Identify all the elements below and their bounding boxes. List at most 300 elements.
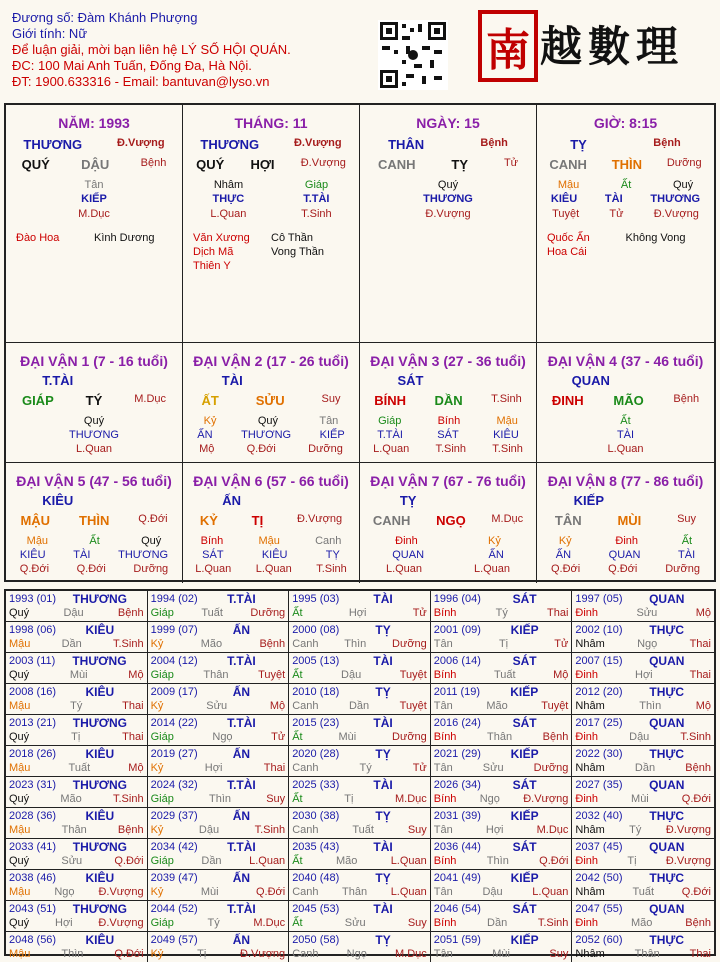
pillar-god: THƯƠNG [200,137,260,152]
year-branch: Thìn [61,948,84,960]
year-branch: Tý [495,607,508,619]
year-god: TÀI [373,840,393,854]
year-bottom [575,699,711,713]
year-label: 2041 (49) [433,872,481,884]
dv-hstate: L.Quan [195,563,232,575]
dv-hgod: KIÊU [19,549,46,561]
year-stem: Mậu [9,886,31,898]
pillar-god-row [183,137,359,152]
year-stage: Q.Đới [114,948,144,960]
year-god: T.TÀI [227,840,256,854]
dai-van-title: ĐẠI VẬN 8 (77 - 86 tuổi) [547,473,704,489]
hidden-row [183,179,359,191]
year-god: THƯƠNG [72,716,127,730]
year-cell [572,932,714,962]
year-god: T.TÀI [227,902,256,916]
year-bottom [292,792,427,806]
dv-god-row [183,493,359,508]
year-stem: Mậu [9,638,31,650]
year-label: 2052 (60) [575,934,623,946]
year-cell [431,591,573,622]
year-bottom [575,854,711,868]
year-top [151,592,286,606]
year-bottom [9,606,144,620]
year-god: TÀI [373,716,393,730]
year-bottom [575,885,711,899]
pillar-stage: Đ.Vượng [300,157,346,169]
hidden-state: L.Quan [210,208,247,220]
year-top [575,902,711,916]
year-cell [6,591,148,622]
year-stage: Đ.Vượng [665,824,711,836]
year-top [9,778,144,792]
address: ĐC: 100 Mai Anh Tuấn, Đống Đa, Hà Nội. [12,58,252,73]
year-top [151,871,286,885]
pillar-stage: Bệnh [140,157,167,169]
year-bottom [434,699,569,713]
dv-hgod: ẤN [197,429,213,441]
year-branch: Tị [344,793,354,805]
year-top [292,654,427,668]
hidden-state: Tuyệt [552,208,580,220]
year-branch: Thân [203,669,229,681]
star-name: Đào Hoa [16,232,60,244]
year-top [575,592,711,606]
dv-god: ẤN [222,493,242,508]
year-god: TỴ [375,933,391,947]
pillar-cell [6,105,183,343]
year-god: TỴ [375,809,391,823]
stars-list [547,231,704,259]
year-stage: Q.Đới [681,793,711,805]
dv-hgod-row [360,549,536,561]
year-label: 2051 (59) [433,934,481,946]
year-label: 2000 (08) [292,624,340,636]
dv-stem: GIÁP [21,393,54,408]
stars-list [16,231,172,245]
year-label: 2014 (22) [150,717,198,729]
dv-hidden: Bính [200,535,224,547]
year-label: 2034 (42) [150,841,198,853]
year-stage: Q.Đới [539,855,569,867]
dv-hstate: L.Quan [385,563,423,575]
year-stem: Canh [292,948,319,960]
year-god: T.TÀI [227,654,256,668]
year-top [434,902,569,916]
year-cell [148,932,290,962]
year-bottom [292,699,427,713]
year-top [9,685,144,699]
year-branch: Dậu [198,824,220,836]
pillar-title: GIỜ: 8:15 [593,115,658,131]
year-cell [148,901,290,932]
dv-hgod: KIÊU [493,429,519,441]
hidden-god: KIÊU [550,193,578,205]
dai-van-cell [6,343,183,463]
phone-email: ĐT: 1900.633316 - Email: bantuvan@lyso.vn [12,74,270,89]
year-god: QUAN [649,592,685,606]
pillar-cell [183,105,360,343]
year-stage: M.Dục [395,948,427,960]
year-stage: Thai [122,731,144,743]
brand-title: 越數理 [540,22,685,71]
pillar-god: TỴ [570,137,587,152]
year-stem: Quý [9,607,30,619]
year-bottom [151,792,286,806]
year-god: TỴ [375,685,391,699]
year-label: 2022 (30) [575,748,623,760]
dv-hstate: Q.Đới [246,443,276,455]
dv-hidden: Ất [681,535,693,547]
year-cell [572,777,714,808]
dv-god: QUAN [571,373,610,388]
year-top [292,933,427,947]
year-bottom [434,885,569,899]
year-stem: Bính [433,669,457,681]
year-stage: M.Dục [395,793,427,805]
dv-stage: Đ.Vượng [296,513,343,525]
stars-list [193,231,349,273]
year-stage: Suy [266,793,286,805]
year-cell [6,932,148,962]
year-stage: Tuyệt [541,700,569,712]
dv-hgod: KIÊU [261,549,288,561]
contact-line: Để luận giải, mời bạn liên hệ LÝ SỐ HỘI QUÁN. [12,42,291,57]
year-label: 2023 (31) [9,779,57,791]
year-top [9,840,144,854]
year-label: 1994 (02) [150,593,198,605]
year-branch: Tý [629,824,642,836]
dv-stem: BÍNH [374,393,407,408]
pillar-stage: Tử [503,157,519,169]
year-label: 2015 (23) [292,717,340,729]
year-top [151,747,286,761]
year-cell [289,591,431,622]
year-bottom [434,730,569,744]
dv-stem: TÂN [554,513,582,528]
year-god: KIÊU [85,623,115,637]
year-branch: Thìn [486,855,509,867]
year-stage: M.Dục [253,917,286,929]
dv-god: TỴ [399,493,417,508]
year-top [434,654,569,668]
year-stage: Suy [407,824,427,836]
dv-god: SÁT [397,373,424,388]
year-label: 2030 (38) [292,810,340,822]
dv-stem-row [360,513,536,528]
year-stage: T.Sinh [537,917,569,929]
year-bottom [434,947,569,961]
year-stage: Suy [549,948,569,960]
gender: Giới tính: Nữ [12,26,88,41]
year-bottom [434,761,569,775]
year-branch: Dậu [482,886,503,898]
year-god: KIẾP [510,933,539,947]
qr-code-icon [378,20,448,90]
year-label: 2026 (34) [433,779,481,791]
year-label: 2007 (15) [575,655,623,667]
hidden-state-row [183,208,359,220]
dv-hstate-row [360,443,536,455]
year-stage: Dưỡng [392,731,427,743]
dv-hgod: THƯƠNG [69,429,119,441]
year-god: TÀI [373,592,393,606]
year-top [151,778,286,792]
year-stem: Tân [433,700,453,712]
year-bottom [9,885,144,899]
year-stage: Suy [407,917,427,929]
pillar-branch: THÌN [611,157,643,172]
year-label: 2040 (48) [292,872,340,884]
year-label: 2005 (13) [292,655,340,667]
year-branch: Dần [634,762,656,774]
year-stage: Q.Đới [255,886,286,898]
dv-stem-row [537,513,714,528]
year-top [292,902,427,916]
year-branch: Mão [486,700,508,712]
pillar-stage: Dưỡng [666,157,702,169]
year-stem: Quý [9,669,30,681]
dv-hgod: ẤN [488,549,504,561]
year-bottom [9,637,144,651]
dv-hidden: Tân [319,415,339,427]
year-bottom [575,947,711,961]
year-branch: Dậu [629,731,650,743]
year-stage: L.Quan [390,886,427,898]
pillar-state: Bệnh [480,137,508,149]
year-bottom [575,792,711,806]
dai-van-title: ĐẠI VẬN 5 (47 - 56 tuổi) [16,473,172,489]
year-stage: Đ.Vượng [523,793,569,805]
year-cell [6,808,148,839]
year-bottom [292,854,427,868]
year-branch: Tuất [632,886,655,898]
year-cell [431,746,573,777]
star-name: Thiên Y [193,260,231,272]
dai-van-title: ĐẠI VẬN 1 (7 - 16 tuổi) [20,353,168,369]
year-top [292,747,427,761]
hidden-state: Đ.Vượng [653,208,699,220]
pillar-god-row [6,137,182,152]
dv-stem: KỶ [199,513,218,528]
year-branch: Dậu [341,669,362,681]
year-top [9,902,144,916]
year-stem: Kỷ [150,700,164,712]
year-top [151,809,286,823]
year-branch: Dần [487,917,508,929]
dai-van-title: ĐẠI VẬN 2 (17 - 26 tuổi) [193,353,349,369]
year-stem: Kỷ [150,762,164,774]
year-stem: Đinh [575,669,599,681]
year-cell [289,901,431,932]
year-stem: Giáp [150,917,174,929]
year-stem: Ất [292,669,303,681]
year-stage: Mộ [695,700,711,712]
year-stage: Thai [689,638,711,650]
year-label: 2011 (19) [433,686,481,698]
dv-hidden: Kỷ [203,415,217,427]
dv-hidden-row [537,415,714,427]
year-god: SÁT [512,778,537,792]
hidden-god: T.TÀI [303,193,330,205]
year-top [151,716,286,730]
year-bottom [434,637,569,651]
year-label: 2048 (56) [9,934,57,946]
year-god: KIÊU [85,809,115,823]
dv-hidden: Mậu [258,535,280,547]
year-cell [148,653,290,684]
dv-hgod-row [183,549,359,561]
year-top [434,933,569,947]
year-top [151,685,286,699]
dai-van-title: ĐẠI VẬN 4 (37 - 46 tuổi) [547,353,704,369]
pillar-state: Bệnh [653,137,681,149]
year-god: ẤN [232,933,251,947]
year-label: 2013 (21) [9,717,57,729]
year-label: 2006 (14) [433,655,481,667]
seal-logo: 南 [478,10,538,82]
dv-stage: T.Sinh [491,393,522,405]
hidden-state: Tử [609,208,624,220]
year-stem: Nhâm [575,948,605,960]
year-bottom [575,668,711,682]
year-god: KIÊU [85,747,115,761]
year-cell [148,870,290,901]
year-label: 2044 (52) [150,903,198,915]
year-branch: Mùi [338,731,357,743]
dv-god: KIẾP [573,493,604,508]
pillar-stem-row [183,157,359,172]
dv-god: KIÊU [42,493,74,508]
year-cell [289,870,431,901]
hidden-stem: Quý [437,179,459,191]
dv-stem-row [6,393,182,408]
year-stage: Tử [412,607,427,619]
pillar-cell [537,105,714,343]
year-bottom [292,823,427,837]
year-cell [289,808,431,839]
year-top [292,716,427,730]
year-god: THỰC [649,871,685,885]
dv-god: TÀI [221,373,243,388]
year-stem: Đinh [575,917,599,929]
year-god: TỴ [375,871,391,885]
year-cell [148,622,290,653]
year-god: SÁT [512,902,537,916]
person-name: Đương số: Đàm Khánh Phượng [12,10,198,25]
year-branch: Mùi [200,886,219,898]
year-cell [572,808,714,839]
year-god: SÁT [512,840,537,854]
dv-stage: Bệnh [673,393,700,405]
dv-hstate: Dưỡng [308,443,343,455]
pillar-state: Đ.Vượng [293,137,342,149]
hidden-stem: Quý [672,179,694,191]
year-stage: Q.Đới [681,886,711,898]
year-branch: Dần [201,855,222,867]
year-label: 2033 (41) [9,841,57,853]
hidden-god-row [6,193,182,205]
pillar-god-row [360,137,536,152]
year-bottom [9,916,144,930]
year-stem: Đinh [575,607,599,619]
dv-hstate: Q.Đới [550,563,581,575]
dv-hgod: TÀI [73,549,91,561]
year-stage: Thai [546,607,569,619]
year-stage: L.Quan [249,855,286,867]
year-bottom [9,761,144,775]
dv-stem: CANH [372,513,411,528]
year-top [434,778,569,792]
dv-hidden: Mậu [26,535,49,547]
year-branch: Hợi [348,607,367,619]
header [12,10,291,90]
year-cell [572,839,714,870]
pillar-god: THƯƠNG [23,137,83,152]
dv-hgod-row [537,429,714,441]
hidden-stem: Giáp [304,179,329,191]
year-top [151,654,286,668]
hidden-god: THỰC [212,193,245,205]
year-stem: Nhâm [575,638,605,650]
year-stem: Nhâm [575,824,605,836]
year-stage: Mộ [269,700,286,712]
year-stage: Thai [689,948,711,960]
year-stage: Tuyệt [399,700,427,712]
year-god: THỰC [649,685,685,699]
year-cell [572,622,714,653]
dv-hstate: Q.Đới [19,563,50,575]
year-top [9,592,144,606]
year-stem: Nhâm [575,886,605,898]
year-label: 2035 (43) [292,841,340,853]
year-god: KIẾP [510,623,539,637]
year-label: 2038 (46) [9,872,57,884]
year-bottom [434,916,569,930]
dv-stage: Suy [321,393,341,405]
dai-van-cell [183,343,360,463]
dv-hgod: SÁT [202,549,224,561]
year-stem: Canh [292,886,319,898]
year-stem: Nhâm [575,762,605,774]
year-cell [572,684,714,715]
year-god: T.TÀI [227,592,256,606]
year-stem: Tân [433,762,453,774]
year-stem: Quý [9,855,30,867]
year-stem: Nhâm [575,700,605,712]
dv-hidden-row [183,535,359,547]
year-top [292,809,427,823]
year-branch: Sửu [482,762,504,774]
pillar-stem-row [6,157,182,172]
dv-hstate: L.Quan [75,443,113,455]
hidden-stem: Ất [620,179,632,191]
year-god: KIÊU [85,685,115,699]
dv-hidden: Kỷ [488,535,501,547]
year-bottom [151,699,286,713]
year-god: QUAN [649,902,685,916]
year-stem: Quý [9,793,30,805]
year-bottom [9,823,144,837]
year-stage: Thai [122,700,144,712]
year-god: THƯƠNG [72,902,127,916]
year-label: 2036 (44) [433,841,481,853]
year-bottom [434,823,569,837]
year-branch: Hợi [635,669,653,681]
hidden-god: KIẾP [81,193,107,205]
dv-branch: MÃO [613,393,644,408]
dv-hstate: L.Quan [473,563,511,575]
